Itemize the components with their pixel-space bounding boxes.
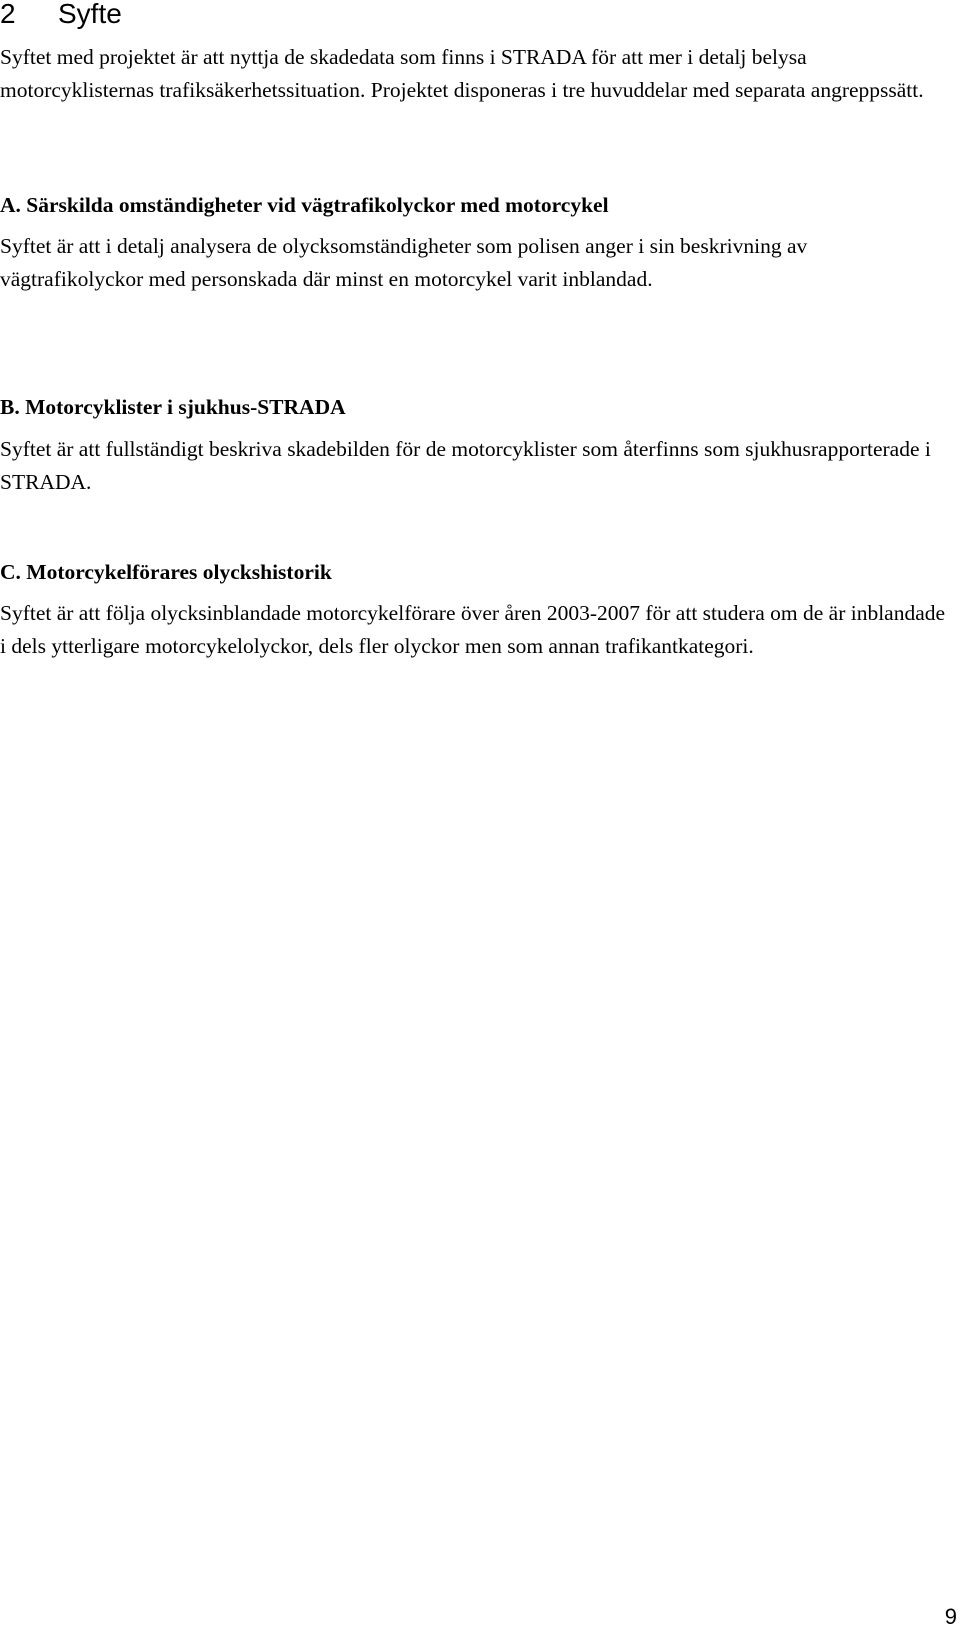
section-a-heading: A. Särskilda omständigheter vid vägtrafikolyckor med motorcykel [0,193,609,217]
chapter-heading [0,0,122,32]
chapter-number: 2 [0,0,16,29]
section-b-heading: B. Motorcyklister i sjukhus-STRADA [0,395,346,419]
page-number: 9 [944,1604,957,1629]
intro-paragraph: Syftet med projektet är att nyttja de skadedata som finns i STRADA för att mer i detalj belysa motorcyklisternas trafiksäkerhetssituation. Projektet disponeras i tre huvuddelar med separata angreppssätt. [0,45,924,102]
chapter-title: Syfte [58,0,122,29]
section-b-body: Syftet är att fullständigt beskriva skadebilden för de motorcyklister som återfinns som sjukhusrapporterade i STRADA. [0,437,931,494]
section-c-body: Syftet är att följa olycksinblandade motorcykelförare över åren 2003-2007 för att studera om de är inblandade i dels ytterligare motorcykelolyckor, dels fler olyckor men som annan trafikantkategori. [0,601,946,658]
section-a-body: Syftet är att i detalj analysera de olycksomständigheter som polisen anger i sin beskrivning av vägtrafikolyckor med personskada där minst en motorcykel varit inblandad. [0,234,808,291]
section-c-heading: C. Motorcykelförares olyckshistorik [0,560,332,584]
